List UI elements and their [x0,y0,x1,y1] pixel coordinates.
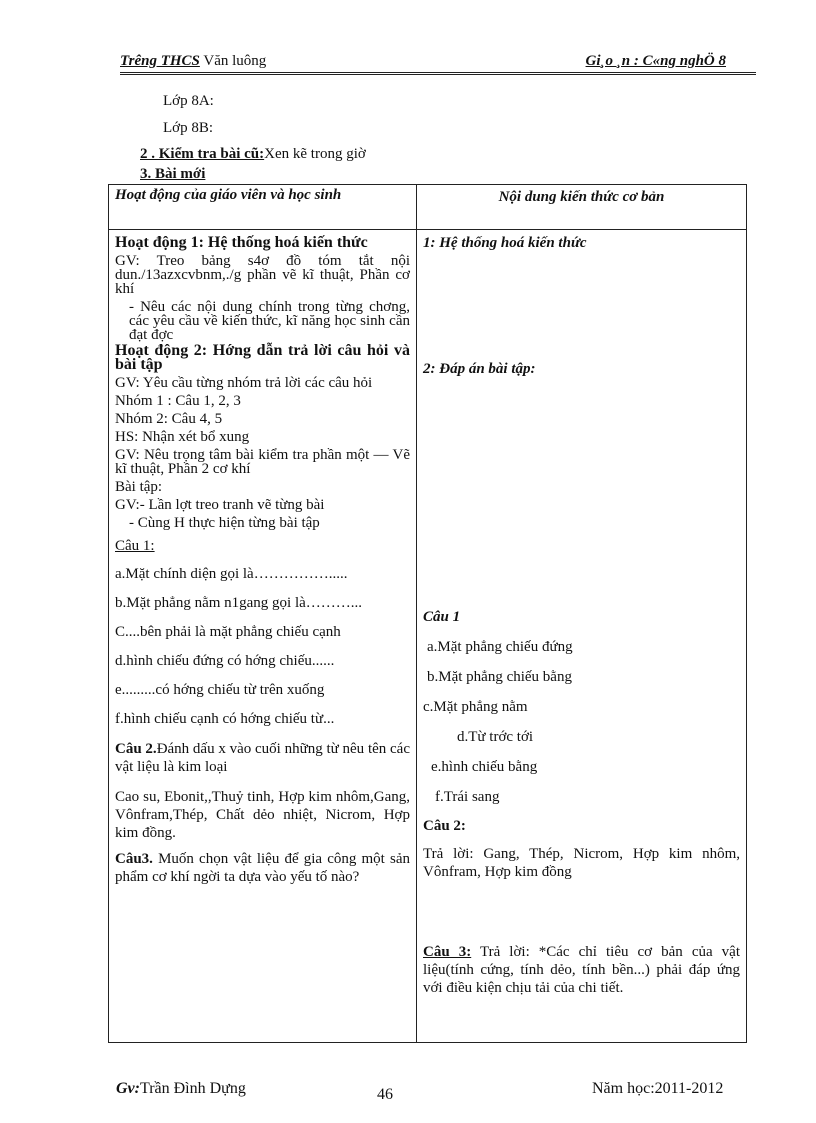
answer-3-label: Câu 3: [423,944,472,960]
teacher-focus: GV: Nêu trọng tâm bài kiểm tra phần một — Vẽ kĩ thuật, Phần 2 cơ khí [115,447,410,477]
exercise-label: Bài tập: [115,479,163,495]
activity-2-text-1: GV: Yêu cầu từng nhóm trả lời các câu hỏi [115,375,373,391]
question-3 [115,850,410,886]
activity-1-text-1: GV: Treo bảng s4ơ đồ tóm tắt nội dun./13azxcvbnm,./g phần vẽ kĩ thuật, Phần cơ khí [115,253,410,297]
answer-2-label: Câu 2: [423,818,466,834]
student-comment: HS: Nhận xét bổ xung [115,429,250,445]
footer-page-number: 46 [377,1086,393,1103]
group-2-text: Nhóm 2: Câu 4, 5 [115,411,223,427]
question-1-label: Câu 1: [115,538,155,554]
teacher-step-1: GV:- Lần lợt treo tranh vẽ từng bài [115,497,325,513]
footer-school-year: Năm học:2011-2012 [592,1080,724,1097]
header-school [120,53,266,70]
question-1f: f.hình chiếu cạnh có hớng chiếu từ... [115,711,335,727]
question-3-label: Câu3. [115,851,153,867]
knowledge-content-cell [417,230,747,1043]
check-text: Xen kẽ trong giờ [264,146,366,162]
col1-header: Hoạt động của giáo viên và học sinh [115,187,342,203]
materials-list: Cao su, Ebonit,,Thuỷ tinh, Hợp kim nhôm,Gang, Vônfram,Thép, Chất dẻo nhiệt, Nicrom, Hợp kim đồng. [115,789,410,841]
activity-2-title: Hoạt động 2: Hớng dẫn trả lời câu hỏi và bài tập [115,342,410,373]
question-2 [115,740,410,776]
table-body-row [109,230,747,1043]
answer-1d: d.Từ trớc tới [457,729,534,745]
header-subject: Gi¸o ¸n : C«ng nghÖ 8 [585,53,726,69]
teacher-activities-cell [109,230,417,1043]
section-1-title: 1: Hệ thống hoá kiến thức [423,235,587,251]
question-1d: d.hình chiếu đứng có hớng chiếu...... [115,653,335,669]
question-1b: b.Mặt phẳng nằm n1gang gọi là………... [115,595,363,611]
section-2-title: 2: Đáp án bài tập: [423,361,536,377]
question-1e: e.........có hớng chiếu từ trên xuống [115,682,325,698]
question-3-text: Muốn chọn vật liệu để gia công một sản phẩm cơ khí ngời ta dựa vào yếu tố nào? [115,851,410,885]
new-lesson-heading: 3. Bài mới [140,166,206,182]
answer-2-text: Trả lời: Gang, Thép, Nicrom, Hợp kim nhôm, Vônfram, Hợp kim đồng [423,846,740,880]
check-label: 2 . Kiểm tra bài cũ: [140,146,265,162]
class-8b-label: Lớp 8B: [163,120,214,136]
footer-teacher-name: Trần Đình Dựng [139,1080,246,1097]
footer-teacher [116,1080,246,1098]
answer-1a: a.Mặt phẳng chiếu đứng [427,639,573,655]
table-header-row [109,185,747,230]
group-1-text: Nhóm 1 : Câu 1, 2, 3 [115,393,241,409]
footer-teacher-prefix: Gv: [116,1080,140,1097]
question-1c: C....bên phải là mặt phẳng chiếu cạnh [115,624,341,640]
activity-1-title: Hoạt động 1: Hệ thống hoá kiến thức [115,234,368,251]
check-old-lesson [140,146,366,163]
question-1a: a.Mặt chính diện gọi là……………..... [115,566,348,582]
header-school-name: Văn luông [203,53,267,69]
class-8a-label: Lớp 8A: [163,93,214,109]
answer-1b: b.Mặt phẳng chiếu bằng [427,669,572,685]
answer-3 [423,943,740,997]
col2-header-cell [417,185,747,230]
answer-1f: f.Trái sang [435,789,500,805]
answer-1-label: Câu 1 [423,609,461,625]
col1-header-cell [109,185,417,230]
answer-1c: c.Mặt phẳng nằm [423,699,528,715]
col2-header: Nội dung kiến thức cơ bản [498,189,665,205]
activity-1-text-2: - Nêu các nội dung chính trong từng chơng, các yêu cầu về kiến thức, kĩ năng học sinh cần đạt đợc [129,299,410,343]
header-school-prefix: Trêng THCS [120,53,200,69]
question-2-label: Câu 2. [115,741,157,757]
answer-1e: e.hình chiếu bằng [431,759,538,775]
teacher-step-2: - Cùng H thực hiện từng bài tập [129,515,320,531]
lesson-table [108,184,747,1043]
page-header [120,50,756,75]
answer-3-text: Trả lời: *Các chỉ tiêu cơ bản của vật liệu(tính cứng, tính dẻo, tính bền...) phải đáp ứng với điều kiện chịu tải của chi tiết. [423,944,741,996]
question-2-text: Đánh dấu x vào cuối những từ nêu tên các vật liệu là kim loại [115,741,410,775]
